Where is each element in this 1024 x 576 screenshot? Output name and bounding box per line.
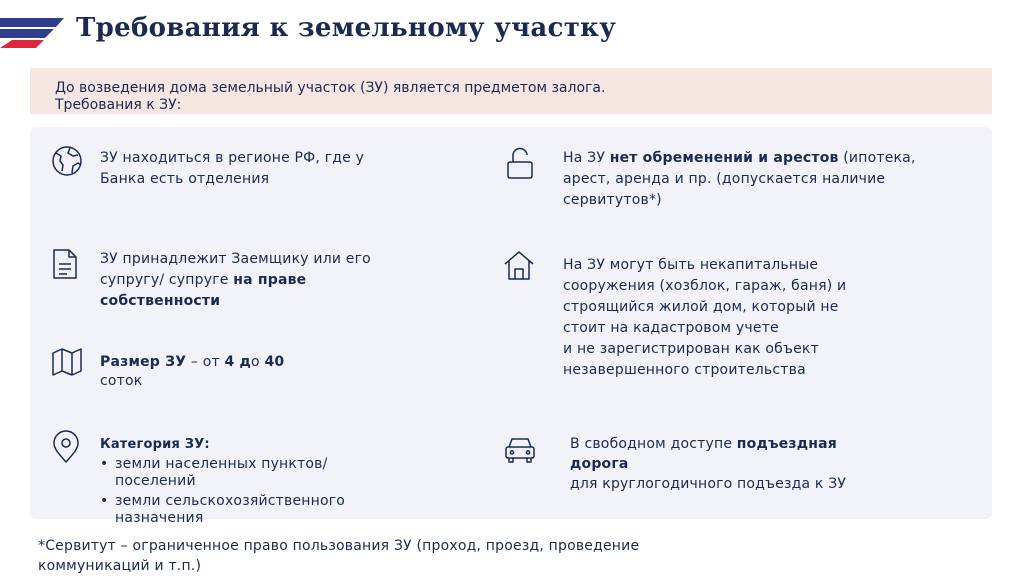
intro-box <box>30 68 992 114</box>
req-buildings: На ЗУ могут быть некапитальные сооружения (хозблок, гараж, баня) и строящийся жилой дом, который не стоит на кадастровом учете и не зарегистрирован как объект незавершенного строительства <box>563 257 847 378</box>
req-size: Размер ЗУ – от 4 до 40 соток <box>100 354 285 389</box>
map-icon <box>50 345 84 379</box>
req-region: ЗУ находиться в регионе РФ, где у Банка есть отделения <box>100 150 365 187</box>
footnote: *Сервитут – ограниченное право пользования ЗУ (проход, проезд, проведение коммуникаций и т.п.) <box>38 538 640 574</box>
category-bullet: • земли сельскохозяйственного назначения <box>100 493 400 527</box>
location-pin-icon <box>49 430 83 464</box>
brand-logo <box>0 18 64 48</box>
document-icon <box>48 247 82 281</box>
category-bullet: • земли населенных пунктов/поселений <box>100 456 400 490</box>
page-title: Требования к земельному участку <box>76 13 617 43</box>
globe-icon <box>50 144 84 178</box>
intro-line-2: Требования к ЗУ: <box>55 97 182 113</box>
house-icon <box>502 248 536 282</box>
car-icon <box>503 432 537 466</box>
unlock-icon <box>503 146 537 180</box>
req-category: Категория ЗУ: • земли населенных пунктов/поселений • земли сельскохозяйственного назначения <box>100 436 400 527</box>
intro-line-1: До возведения дома земельный участок (ЗУ) является предметом залога. <box>55 80 606 96</box>
req-ownership: ЗУ принадлежит Заемщику или его супругу/ супруге на праве собственности <box>100 251 371 309</box>
req-encumbrance: На ЗУ нет обременений и арестов (ипотека, арест, аренда и пр. (допускается наличие сервитутов*) <box>563 150 916 208</box>
req-road: В свободном доступе подъездная дорога для круглогодичного подъезда к ЗУ <box>570 436 847 492</box>
